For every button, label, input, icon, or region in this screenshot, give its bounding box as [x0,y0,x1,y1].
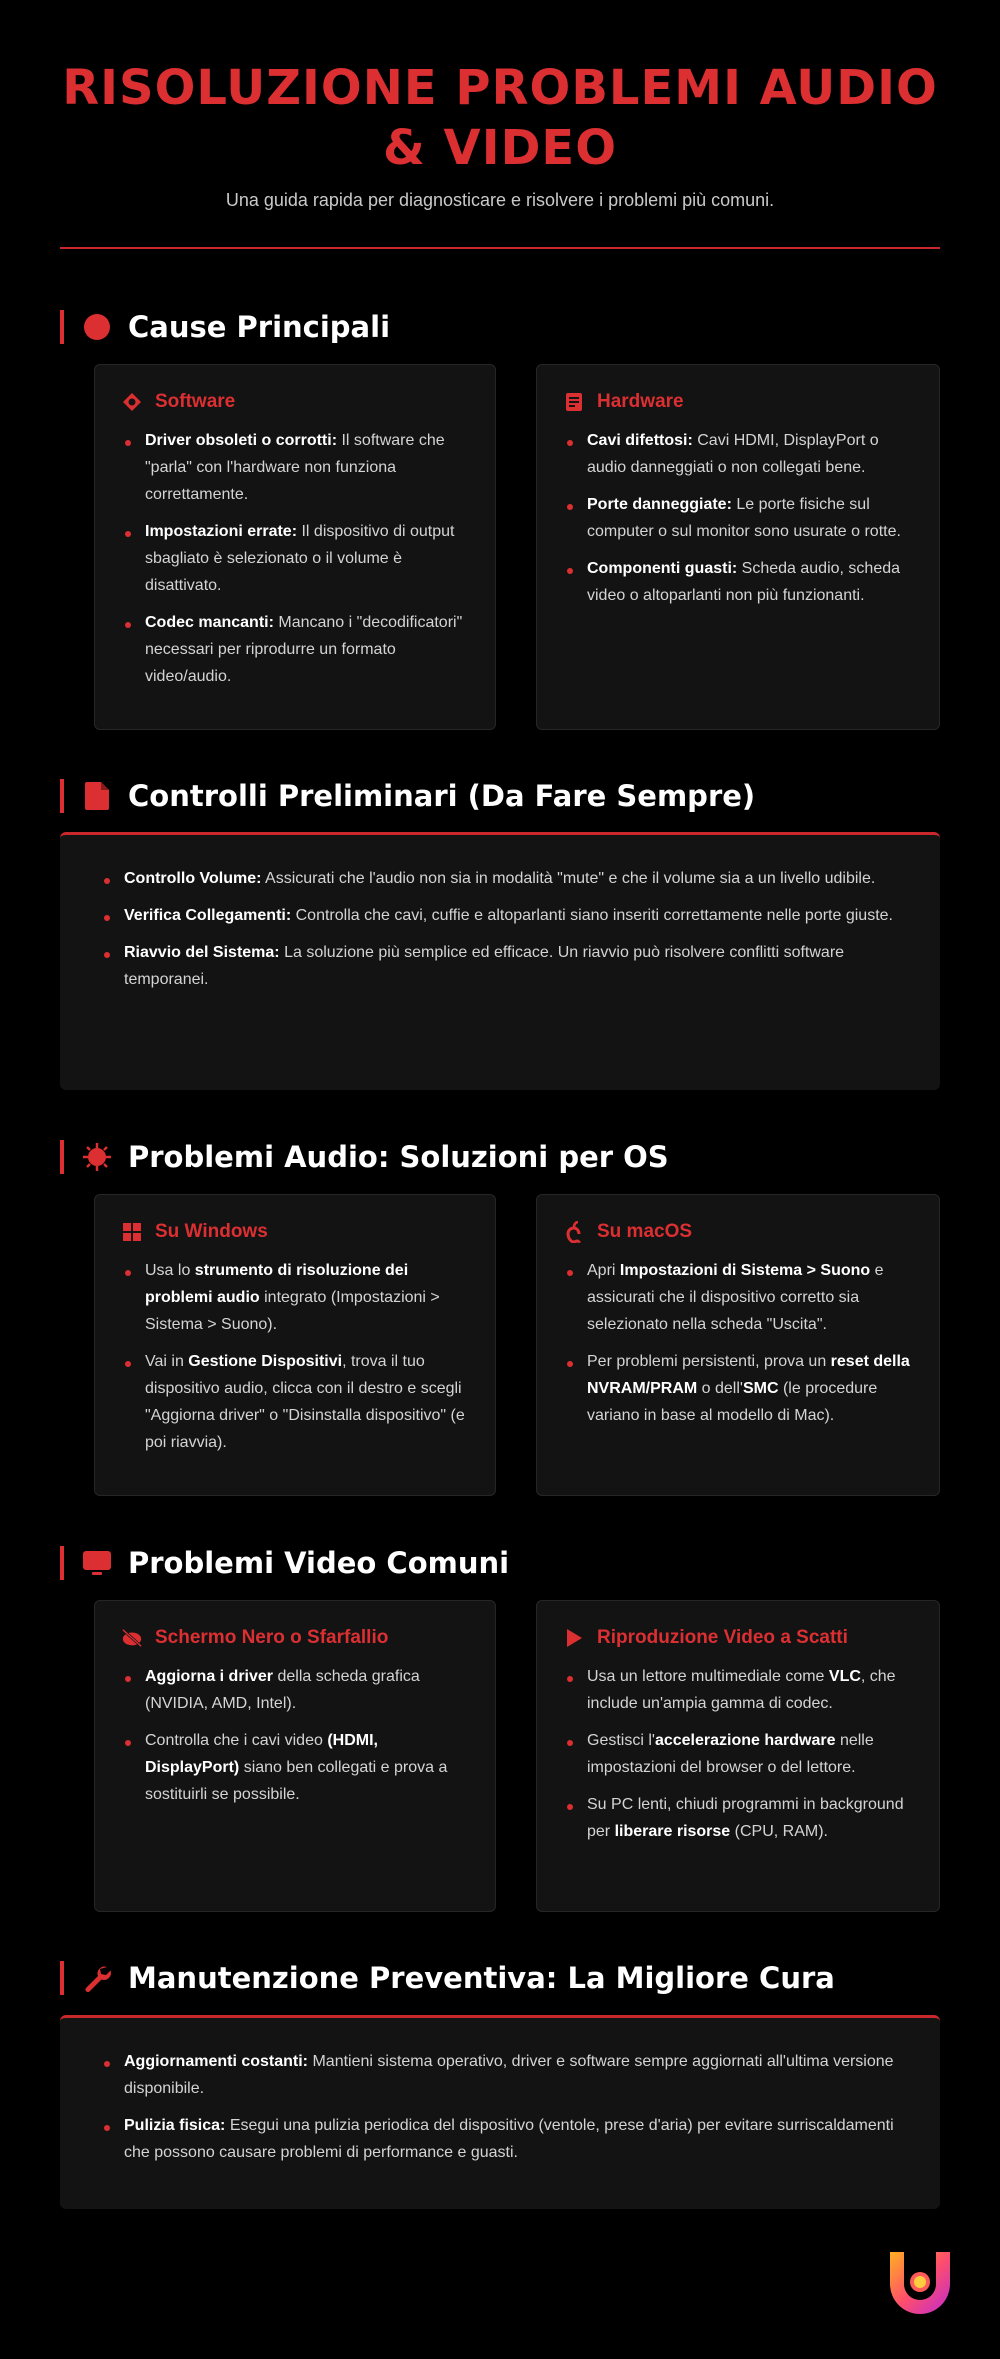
card-schermo [94,1600,496,1912]
section-cause-heading [60,310,940,344]
section-accent-bar [60,779,64,813]
list-item: Vai in Gestione Dispositivi, trova il tuo dispositivo audio, clicca con il destro e scegli "Aggiorna driver" o "Disinstalla dispositivo" (e poi riavvia). [121,1348,469,1456]
section-accent-bar [60,1140,64,1174]
section-accent-bar [60,1546,64,1580]
gear-diamond-icon [121,391,143,413]
file-icon [82,781,112,811]
circle-icon [82,312,112,342]
list-item: Gestisci l'accelerazione hardware nelle impostazioni del browser o del lettore. [563,1727,913,1781]
list-item: Usa lo strumento di risoluzione dei problemi audio integrato (Impostazioni > Sistema > Suono). [121,1257,469,1338]
list-item: Cavi difettosi: Cavi HDMI, DisplayPort o audio danneggiati o non collegati bene. [563,427,913,481]
page-subtitle: Una guida rapida per diagnosticare e risolvere i problemi più comuni. [225,190,775,210]
section-audio-heading [60,1140,940,1174]
list-item: Verifica Collegamenti: Controlla che cavi, cuffie e altoparlanti siano inseriti correttamente nelle porte giuste. [100,902,900,929]
list-item: Usa un lettore multimediale come VLC, che include un'ampia gamma di codec. [563,1663,913,1717]
card-title: Su macOS [597,1221,693,1242]
list-item: Apri Impostazioni di Sistema > Suono e assicurati che il dispositivo corretto sia selezionato nella scheda "Uscita". [563,1257,913,1338]
manutenzione-list [100,2048,900,2166]
card-macos [536,1194,940,1496]
card-title: Su Windows [155,1221,268,1242]
list-item: Componenti guasti: Scheda audio, scheda video o altoparlanti non più funzionanti. [563,555,913,609]
list-item: Codec mancanti: Mancano i "decodificatori" necessari per riprodurre un formato video/audio. [121,609,469,690]
wrench-icon [82,1963,112,1993]
card-windows [94,1194,496,1496]
eye-slash-icon [121,1627,143,1649]
apple-icon [563,1221,585,1243]
section-accent-bar [60,1961,64,1995]
header-divider [60,247,940,249]
section-title: Controlli Preliminari (Da Fare Sempre) [128,779,756,813]
windows-list [121,1257,469,1456]
card-software [94,364,496,730]
hardware-list [563,427,913,609]
manutenzione-box [60,2015,940,2209]
section-accent-bar [60,310,64,344]
section-title: Problemi Video Comuni [128,1546,510,1580]
card-title: Riproduzione Video a Scatti [597,1627,848,1648]
section-video-heading [60,1546,940,1580]
list-item: Aggiornamenti costanti: Mantieni sistema operativo, driver e software sempre aggiornati all'ultima versione disponibile. [100,2048,900,2102]
list-item: Aggiorna i driver della scheda grafica (NVIDIA, AMD, Intel). [121,1663,469,1717]
monitor-icon [82,1548,112,1578]
software-list [121,427,469,690]
card-hardware [536,364,940,730]
section-title: Manutenzione Preventiva: La Migliore Cura [128,1961,835,1995]
list-item: Controlla che i cavi video (HDMI, DisplayPort) siano ben collegati e prova a sostituirli se possibile. [121,1727,469,1808]
list-item: Porte danneggiate: Le porte fisiche sul computer o sul monitor sono usurate o rotte. [563,491,913,545]
card-title: Software [155,391,236,412]
windows-icon [121,1221,143,1243]
list-item: Pulizia fisica: Esegui una pulizia periodica del dispositivo (ventole, prese d'aria) per evitare surriscaldamenti che possono causare problemi di performance e guasti. [100,2112,900,2166]
section-title: Problemi Audio: Soluzioni per OS [128,1140,669,1174]
play-icon [563,1627,585,1649]
list-item: Driver obsoleti o corrotti: Il software che "parla" con l'hardware non funziona correttamente. [121,427,469,508]
brand-logo [885,2248,955,2318]
controlli-box [60,832,940,1090]
schermo-list [121,1663,469,1808]
document-list-icon [563,391,585,413]
section-title: Cause Principali [128,310,391,344]
card-title: Hardware [597,391,684,412]
controlli-list [100,865,900,993]
list-item: Per problemi persistenti, prova un reset della NVRAM/PRAM o dell'SMC (le procedure variano in base al modello di Mac). [563,1348,913,1429]
macos-list [563,1257,913,1429]
section-manutenzione-heading [60,1961,940,1995]
page-title: RISOLUZIONE PROBLEMI AUDIO & VIDEO [62,60,938,176]
list-item: Riavvio del Sistema: La soluzione più semplice ed efficace. Un riavvio può risolvere conflitti software temporanei. [100,939,900,993]
section-controlli-heading [60,779,940,813]
list-item: Su PC lenti, chiudi programmi in background per liberare risorse (CPU, RAM). [563,1791,913,1845]
list-item: Impostazioni errate: Il dispositivo di output sbagliato è selezionato o il volume è disattivato. [121,518,469,599]
bug-icon [82,1142,112,1172]
card-title: Schermo Nero o Sfarfallio [155,1627,389,1648]
scatti-list [563,1663,913,1845]
card-scatti [536,1600,940,1912]
list-item: Controllo Volume: Assicurati che l'audio non sia in modalità "mute" e che il volume sia a un livello udibile. [100,865,900,892]
